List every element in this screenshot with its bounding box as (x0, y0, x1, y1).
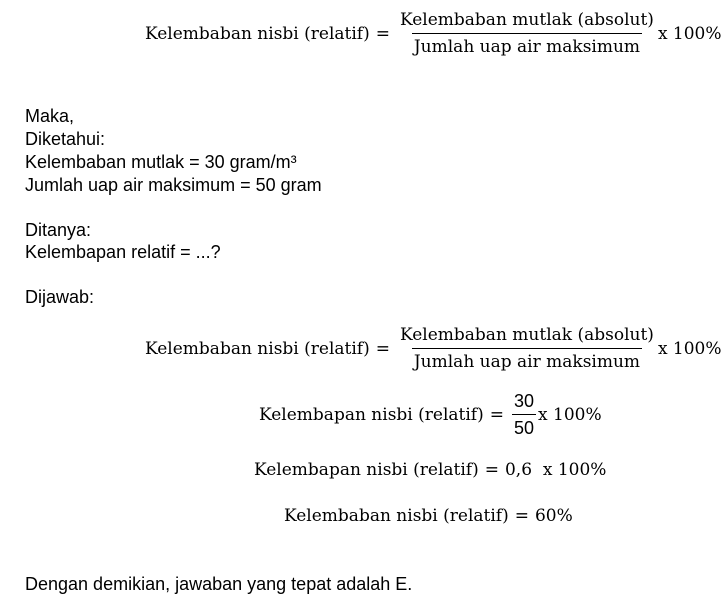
formula-1-numerator: Kelembaban mutlak (absolut) (399, 10, 654, 30)
step-1-fraction (512, 391, 536, 438)
formula-2-multiplier: x 100% (657, 338, 722, 359)
diketahui-label: Diketahui: (25, 129, 106, 149)
asked-relative-humidity: Kelembapan relatif = ...? (25, 242, 221, 262)
ditanya-label: Ditanya: (25, 220, 92, 240)
step-1-denominator: 50 (512, 414, 536, 438)
formula-2 (145, 325, 722, 372)
step-3 (284, 506, 573, 526)
formula-1-fraction (398, 10, 656, 57)
maka-label: Maka, (25, 106, 75, 126)
formula-2-lhs: Kelembaban nisbi (relatif) (145, 338, 370, 359)
step-1-multiplier: x 100% (538, 404, 602, 425)
step-3-lhs: Kelembaban nisbi (relatif) (284, 506, 509, 526)
step-1 (259, 391, 602, 438)
known-absolute-humidity: Kelembaban mutlak = 30 gram/m³ (25, 152, 297, 172)
step-2-rhs: 0,6 x 100% (504, 460, 607, 480)
step-2-equals: = (484, 460, 499, 480)
step-1-lhs: Kelembapan nisbi (relatif) (259, 404, 484, 425)
step-3-rhs: 60% (534, 506, 573, 526)
step-1-numerator: 30 (513, 391, 535, 411)
conclusion-text: Dengan demikian, jawaban yang tepat adalah E. (25, 574, 413, 594)
formula-2-fraction (398, 325, 656, 372)
step-3-equals: = (514, 506, 529, 526)
formula-1-denominator: Jumlah uap air maksimum (412, 33, 642, 57)
formula-1-equals: = (375, 23, 390, 44)
formula-2-denominator: Jumlah uap air maksimum (412, 348, 642, 372)
known-max-vapor: Jumlah uap air maksimum = 50 gram (25, 175, 322, 195)
step-2-lhs: Kelembapan nisbi (relatif) (254, 460, 479, 480)
formula-2-numerator: Kelembaban mutlak (absolut) (399, 325, 654, 345)
formula-1-multiplier: x 100% (657, 23, 722, 44)
formula-1 (145, 10, 722, 57)
formula-2-equals: = (375, 338, 390, 359)
dijawab-label: Dijawab: (25, 287, 95, 307)
step-1-equals: = (489, 404, 504, 425)
formula-1-lhs: Kelembaban nisbi (relatif) (145, 23, 370, 44)
step-2 (254, 460, 606, 480)
